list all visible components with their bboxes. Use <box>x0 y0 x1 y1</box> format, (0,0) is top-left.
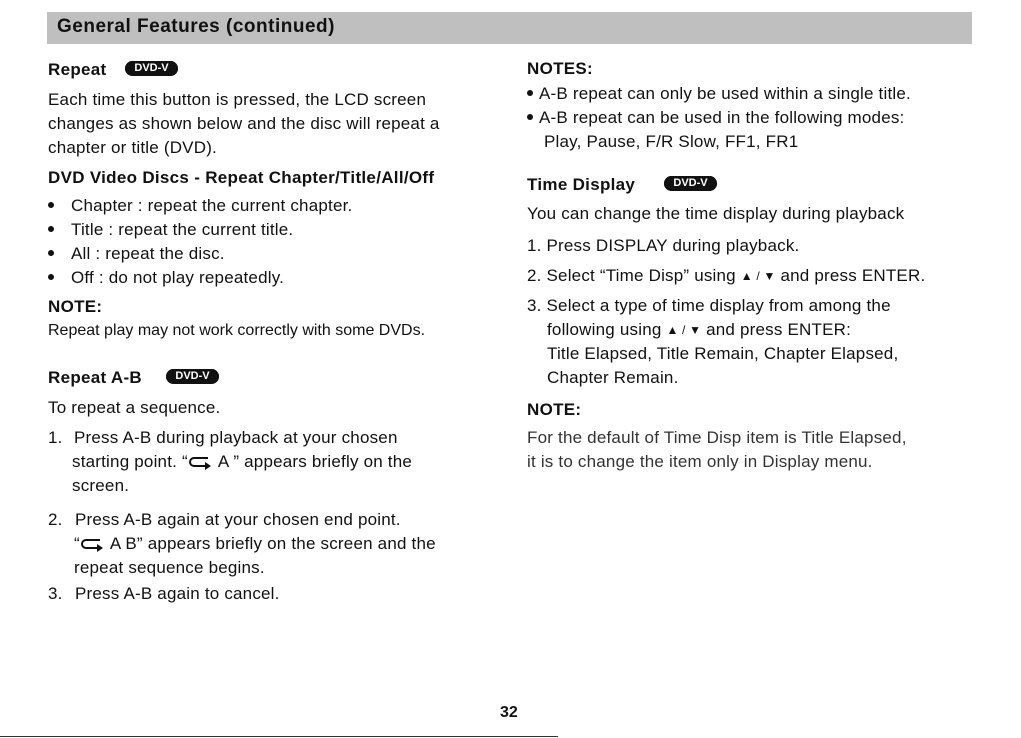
repeat-desc-line: Each time this button is pressed, the LCD screen <box>48 90 427 109</box>
dvd-v-badge: DVD-V <box>664 176 717 191</box>
bullet-icon <box>48 274 54 280</box>
step-text: Press A-B again to cancel. <box>75 584 280 603</box>
time-step: Title Elapsed, Title Remain, Chapter Elapsed, <box>547 344 899 363</box>
ab-intro: To repeat a sequence. <box>48 398 221 417</box>
notes-heading: NOTES: <box>527 59 594 78</box>
dvd-v-badge: DVD-V <box>125 61 178 76</box>
note-heading: NOTE: <box>527 400 582 419</box>
mode-item: All : repeat the disc. <box>71 244 225 263</box>
step-text: screen. <box>72 476 130 495</box>
repeat-desc-line: chapter or title (DVD). <box>48 138 217 157</box>
mode-item: Off : do not play repeatedly. <box>71 268 285 287</box>
divider <box>0 736 558 737</box>
repeat-loop-icon <box>188 456 214 470</box>
step-number: 2. <box>48 510 63 529</box>
time-step: following using ▲ / ▼ and press ENTER: <box>547 320 852 339</box>
up-down-arrow-icon: ▲ / ▼ <box>740 269 776 283</box>
dvd-v-badge: DVD-V <box>166 369 219 384</box>
step-number: 1. <box>48 428 63 447</box>
up-down-arrow-icon: ▲ / ▼ <box>666 323 702 337</box>
time-step: 1. Press DISPLAY during playback. <box>527 236 800 255</box>
step-text: repeat sequence begins. <box>74 558 265 577</box>
page-number: 32 <box>500 704 518 721</box>
step-text: starting point. “ A ” appears briefly on the <box>72 452 413 471</box>
repeat-ab-heading: Repeat A-B <box>48 368 142 387</box>
time-step: 3. Select a type of time display from among the <box>527 296 891 315</box>
notes-item: A-B repeat can only be used within a single title. <box>539 84 911 103</box>
repeat-heading: Repeat <box>48 60 107 79</box>
bullet-icon <box>48 226 54 232</box>
section-header-bar <box>47 12 972 44</box>
step-number: 3. <box>48 584 63 603</box>
bullet-icon <box>48 202 54 208</box>
note-text: For the default of Time Disp item is Title Elapsed, <box>527 428 907 447</box>
time-display-heading: Time Display <box>527 175 636 194</box>
repeat-desc-line: changes as shown below and the disc will repeat a <box>48 114 440 133</box>
bullet-icon <box>527 114 533 120</box>
section-title: General Features (continued) <box>57 16 335 37</box>
step-text: “ A B” appears briefly on the screen and the <box>74 534 436 553</box>
note-heading: NOTE: <box>48 297 103 316</box>
repeat-loop-icon <box>80 538 106 552</box>
bullet-icon <box>48 250 54 256</box>
time-step: Chapter Remain. <box>547 368 679 387</box>
bullet-icon <box>527 90 533 96</box>
step-text: Press A-B again at your chosen end point. <box>75 510 401 529</box>
dvd-repeat-heading: DVD Video Discs - Repeat Chapter/Title/All/Off <box>48 168 435 187</box>
mode-item: Chapter : repeat the current chapter. <box>71 196 353 215</box>
note-text: it is to change the item only in Display menu. <box>527 452 873 471</box>
time-intro: You can change the time display during playback <box>527 204 905 223</box>
mode-item: Title : repeat the current title. <box>71 220 294 239</box>
notes-modes: Play, Pause, F/R Slow, FF1, FR1 <box>544 132 799 151</box>
notes-item: A-B repeat can be used in the following modes: <box>539 108 905 127</box>
time-step: 2. Select “Time Disp” using ▲ / ▼ and press ENTER. <box>527 266 926 285</box>
step-text: Press A-B during playback at your chosen <box>74 428 398 447</box>
note-text: Repeat play may not work correctly with some DVDs. <box>48 322 426 339</box>
